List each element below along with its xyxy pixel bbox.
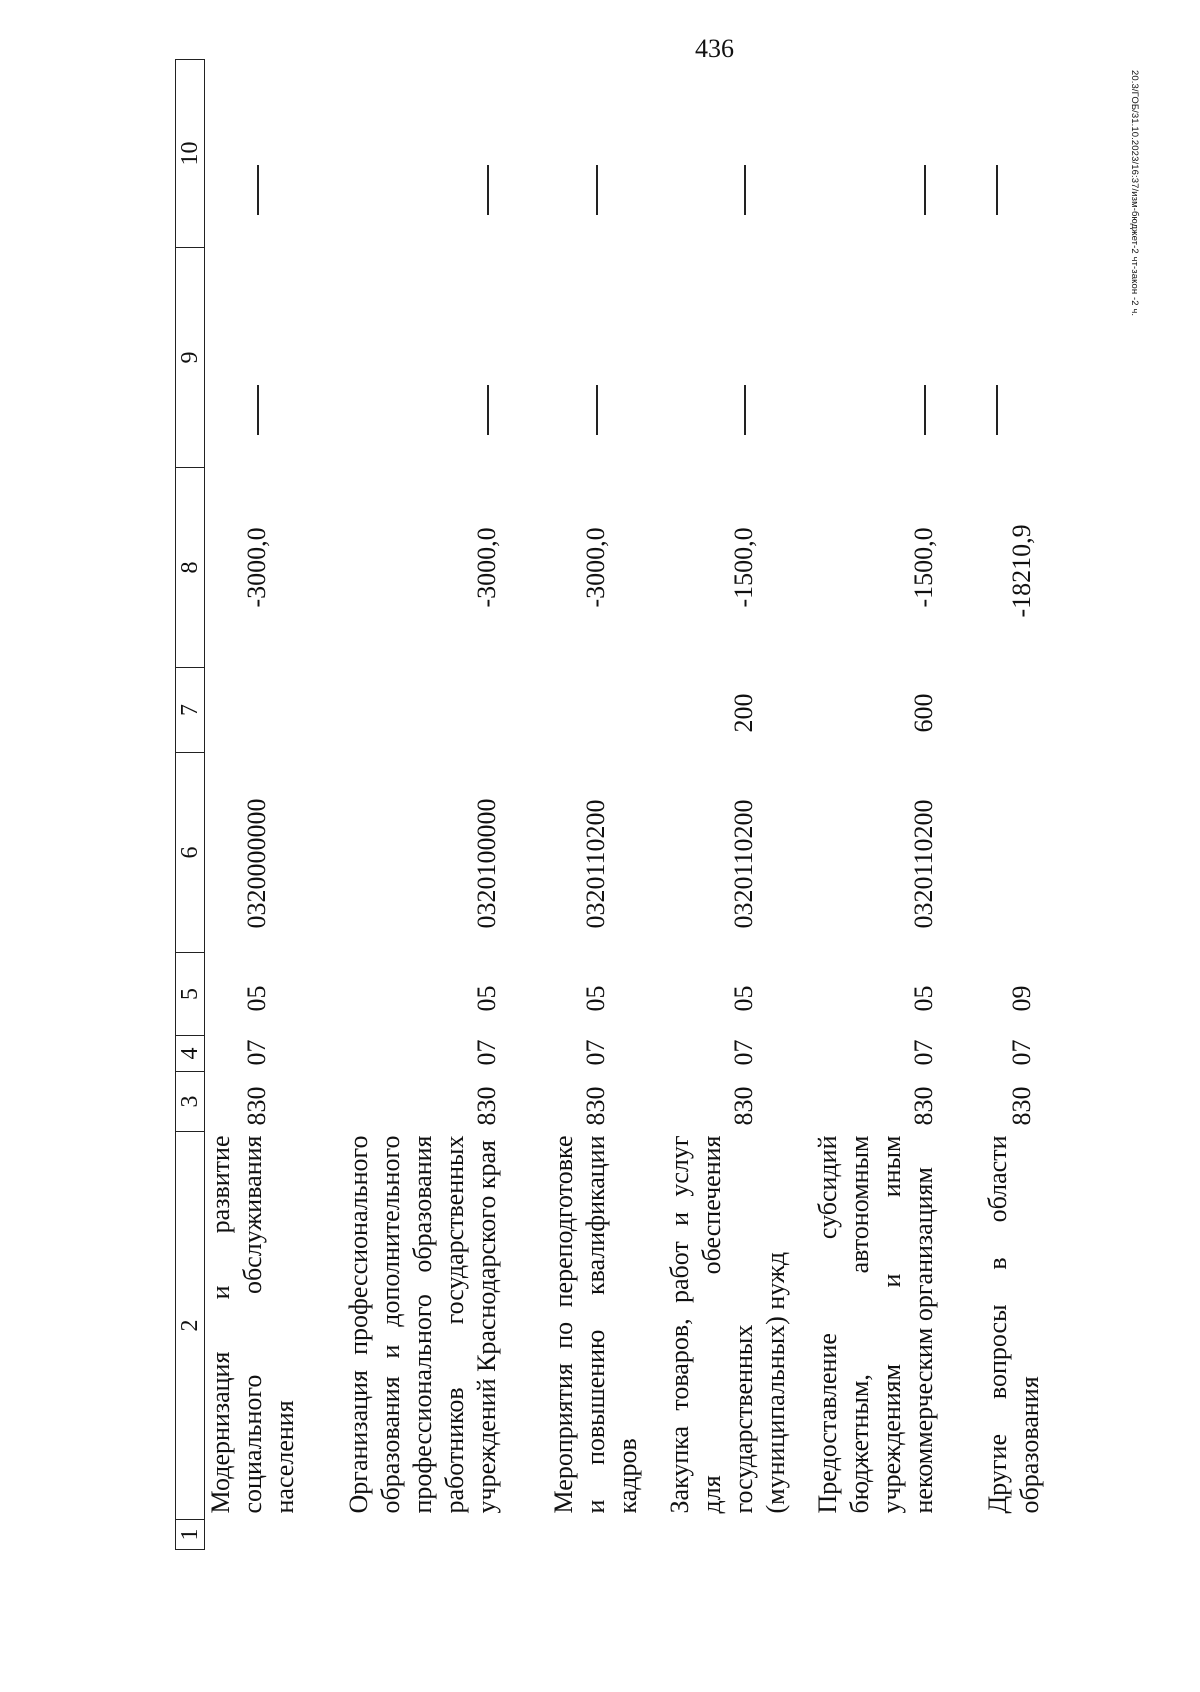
header-cell-6: 6 — [176, 753, 205, 953]
header-cell-8: 8 — [176, 468, 205, 668]
cell-3: 830 — [728, 1086, 758, 1126]
cell-10 — [343, 60, 548, 248]
cell-1 — [812, 1520, 982, 1550]
cell-5: 05 — [728, 985, 758, 1012]
table-row — [664, 60, 812, 1550]
cell-1 — [548, 1520, 664, 1550]
cell-8: -1500,0 — [908, 527, 938, 608]
dash-mark — [487, 386, 489, 436]
cell-4: 07 — [1006, 1039, 1036, 1066]
header-cell-3: 3 — [176, 1072, 205, 1132]
row-name: Предоставление субсидий бюджетным, автономным учреждениям и иным некоммерческим организациям — [812, 1135, 938, 1514]
cell-8: -3000,0 — [580, 527, 610, 608]
row-name: Другие вопросы в области образования — [982, 1135, 1044, 1514]
cell-1 — [205, 1520, 343, 1550]
cell-9 — [205, 248, 343, 468]
cell-6: 0320000000 — [242, 798, 271, 929]
dash-mark — [744, 386, 746, 436]
cell-4: 07 — [471, 1039, 501, 1066]
table-row — [982, 60, 1082, 1550]
cell-7 — [343, 668, 548, 753]
cell-4: 07 — [908, 1039, 938, 1066]
table-row — [812, 60, 982, 1550]
row-name: Организация профессионального образования и дополнительного профессионального образования работников государственных учреждений Краснодарского края — [343, 1135, 501, 1514]
dash-mark — [257, 386, 259, 436]
dash-mark — [996, 166, 998, 216]
dash-mark — [924, 386, 926, 436]
cell-9 — [812, 248, 982, 468]
cell-7 — [982, 668, 1082, 753]
cell-5: 09 — [1006, 985, 1036, 1012]
table-row — [205, 60, 343, 1550]
cell-7: 600 — [908, 693, 938, 733]
table-header-row — [176, 60, 205, 1550]
cell-9 — [548, 248, 664, 468]
cell-3: 830 — [471, 1086, 501, 1126]
cell-1 — [343, 1520, 548, 1550]
cell-10 — [812, 60, 982, 248]
header-cell-4: 4 — [176, 1036, 205, 1072]
dash-mark — [487, 166, 489, 216]
row-name: Закупка товаров, работ и услуг для обеспечения государственных (муниципальных) нужд — [664, 1135, 790, 1514]
cell-9 — [664, 248, 812, 468]
header-cell-10: 10 — [176, 60, 205, 248]
cell-5: 05 — [242, 985, 271, 1012]
cell-3: 830 — [580, 1086, 610, 1126]
cell-1 — [982, 1520, 1082, 1550]
header-cell-7: 7 — [176, 668, 205, 753]
cell-5: 05 — [471, 985, 501, 1012]
cell-9 — [982, 248, 1082, 468]
cell-7 — [205, 668, 343, 753]
cell-7: 200 — [728, 693, 758, 733]
table-row — [343, 60, 548, 1550]
footer-code — [1129, 70, 1150, 317]
rotated-table-container — [175, 60, 1055, 1550]
cell-10 — [982, 60, 1082, 248]
cell-3: 830 — [1006, 1086, 1036, 1126]
footer-code-text: 20.3/ГОБ/31.10.2023/16:37/изм-бюджет-2 чт-закон -2 ч. — [1129, 70, 1140, 317]
dash-mark — [744, 166, 746, 216]
budget-table — [175, 59, 1082, 1550]
cell-4: 07 — [242, 1039, 271, 1066]
cell-10 — [205, 60, 343, 248]
cell-3: 830 — [908, 1086, 938, 1126]
cell-9 — [343, 248, 548, 468]
cell-3: 830 — [242, 1086, 271, 1126]
row-name: Мероприятия по переподготовке и повышению квалификации кадров — [548, 1135, 642, 1514]
cell-6 — [982, 753, 1082, 953]
table-row — [548, 60, 664, 1550]
cell-8: -3000,0 — [471, 527, 501, 608]
header-cell-5: 5 — [176, 953, 205, 1036]
page-number: 436 — [695, 34, 734, 63]
cell-1 — [664, 1520, 812, 1550]
cell-6: 0320110200 — [908, 799, 938, 929]
dash-mark — [596, 386, 598, 436]
cell-8: -18210,9 — [1006, 524, 1036, 618]
cell-7 — [548, 668, 664, 753]
cell-6: 0320110200 — [580, 799, 610, 929]
cell-6: 0320110200 — [728, 799, 758, 929]
cell-8: -1500,0 — [728, 527, 758, 608]
cell-4: 07 — [580, 1039, 610, 1066]
header-cell-1: 1 — [176, 1520, 205, 1550]
cell-10 — [664, 60, 812, 248]
cell-5: 05 — [580, 985, 610, 1012]
header-cell-9: 9 — [176, 248, 205, 468]
cell-10 — [548, 60, 664, 248]
dash-mark — [996, 386, 998, 436]
cell-8: -3000,0 — [242, 527, 271, 608]
dash-mark — [924, 166, 926, 216]
cell-6: 0320100000 — [471, 798, 501, 929]
dash-mark — [596, 166, 598, 216]
dash-mark — [257, 166, 259, 216]
row-name: Модернизация и развитие социального обслуживания населения — [206, 1135, 299, 1514]
cell-4: 07 — [728, 1039, 758, 1066]
cell-5: 05 — [908, 985, 938, 1012]
header-cell-2: 2 — [176, 1132, 205, 1520]
